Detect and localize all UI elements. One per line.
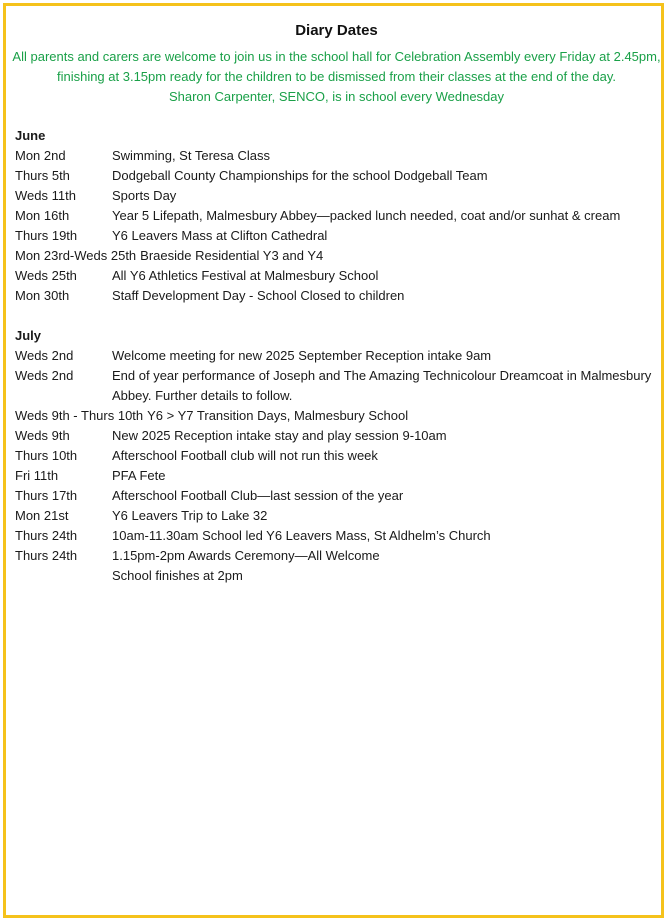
event-description: PFA Fete bbox=[112, 468, 166, 483]
list-item bbox=[15, 266, 655, 286]
event-description: New 2025 Reception intake stay and play session 9-10am bbox=[112, 428, 447, 443]
list-item bbox=[15, 366, 655, 386]
event-date: Thurs 24th bbox=[15, 548, 78, 563]
list-item-continuation bbox=[15, 386, 655, 406]
event-description: Dodgeball County Championships for the school Dodgeball Team bbox=[112, 168, 488, 183]
list-item bbox=[15, 506, 655, 526]
event-date: Thurs 24th bbox=[15, 528, 78, 543]
event-description: Year 5 Lifepath, Malmesbury Abbey—packed lunch needed, coat and/or sunhat & cream bbox=[112, 208, 621, 223]
event-description: End of year performance of Joseph and The Amazing Technicolour Dreamcoat in Malmesbury bbox=[112, 368, 652, 383]
event-date: Mon 16th bbox=[15, 208, 70, 223]
event-date: Weds 2nd bbox=[15, 368, 74, 383]
event-description: Sports Day bbox=[112, 188, 177, 203]
list-item bbox=[15, 546, 655, 566]
event-description: School finishes at 2pm bbox=[112, 568, 243, 583]
list-item bbox=[15, 406, 655, 426]
event-description: 1.15pm-2pm Awards Ceremony—All Welcome bbox=[112, 548, 380, 563]
event-description: Staff Development Day - School Closed to children bbox=[112, 288, 405, 303]
list-item bbox=[15, 186, 655, 206]
event-date: Mon 21st bbox=[15, 508, 69, 523]
list-item bbox=[15, 246, 655, 266]
list-item bbox=[15, 426, 655, 446]
list-item bbox=[15, 346, 655, 366]
event-description: Welcome meeting for new 2025 September Reception intake 9am bbox=[112, 348, 492, 363]
event-date: Weds 25th bbox=[15, 268, 77, 283]
list-item bbox=[15, 286, 655, 306]
event-date: Mon 23rd-Weds 25th bbox=[15, 248, 137, 263]
event-description: Y6 > Y7 Transition Days, Malmesbury School bbox=[147, 408, 409, 423]
month-heading-july: July bbox=[15, 328, 42, 343]
event-date: Weds 2nd bbox=[15, 348, 74, 363]
month-heading-june: June bbox=[15, 128, 46, 143]
event-date: Weds 9th - Thurs 10th bbox=[15, 408, 144, 423]
list-item bbox=[15, 146, 655, 166]
intro-line: All parents and carers are welcome to join us in the school hall for Celebration Assembly every Friday at 2.45pm, bbox=[12, 49, 661, 64]
event-description: Afterschool Football Club—last session of the year bbox=[112, 488, 404, 503]
event-date: Thurs 19th bbox=[15, 228, 78, 243]
event-description: Braeside Residential Y3 and Y4 bbox=[140, 248, 324, 263]
list-item bbox=[15, 526, 655, 546]
event-date: Fri 11th bbox=[15, 468, 59, 483]
page-border bbox=[3, 3, 664, 918]
event-description: Afterschool Football club will not run this week bbox=[112, 448, 378, 463]
intro-notice bbox=[6, 47, 667, 107]
intro-line: finishing at 3.15pm ready for the children to be dismissed from their classes at the end of the day. bbox=[56, 69, 617, 84]
event-date: Weds 11th bbox=[15, 188, 76, 203]
diary-list bbox=[15, 126, 655, 586]
event-description: All Y6 Athletics Festival at Malmesbury School bbox=[112, 268, 379, 283]
list-item bbox=[15, 166, 655, 186]
event-date: Thurs 10th bbox=[15, 448, 78, 463]
event-description: 10am-11.30am School led Y6 Leavers Mass, St Aldhelm’s Church bbox=[112, 528, 491, 543]
list-item-continuation bbox=[15, 566, 655, 586]
page-title: Diary Dates bbox=[295, 22, 378, 39]
event-description: Swimming, St Teresa Class bbox=[112, 148, 270, 163]
event-date: Mon 2nd bbox=[15, 148, 66, 163]
intro-line: Sharon Carpenter, SENCO, is in school every Wednesday bbox=[168, 89, 505, 104]
event-date: Weds 9th bbox=[15, 428, 70, 443]
event-date: Mon 30th bbox=[15, 288, 70, 303]
event-description: Abbey. Further details to follow. bbox=[112, 388, 293, 403]
list-item bbox=[15, 206, 655, 226]
event-description: Y6 Leavers Trip to Lake 32 bbox=[112, 508, 268, 523]
event-description: Y6 Leavers Mass at Clifton Cathedral bbox=[112, 228, 328, 243]
event-date: Thurs 5th bbox=[15, 168, 70, 183]
event-date: Thurs 17th bbox=[15, 488, 78, 503]
list-item bbox=[15, 226, 655, 246]
list-item bbox=[15, 486, 655, 506]
list-item bbox=[15, 466, 655, 486]
section-spacer bbox=[15, 306, 655, 326]
list-item bbox=[15, 446, 655, 466]
